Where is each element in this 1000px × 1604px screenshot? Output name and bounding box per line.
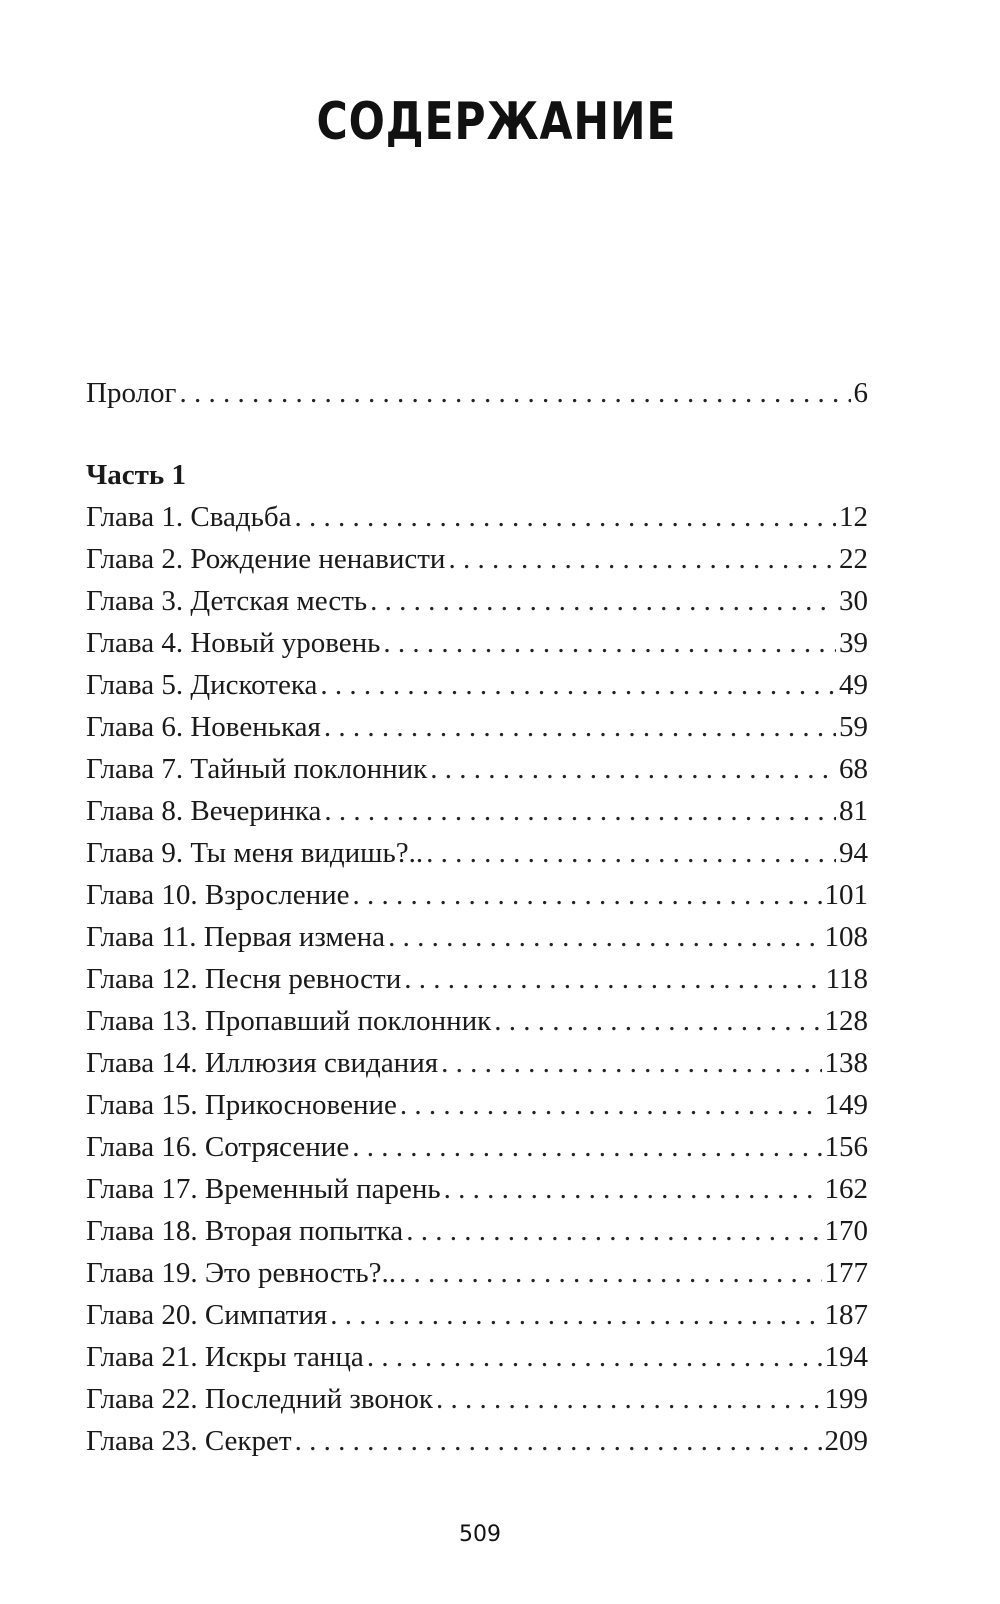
toc-entry-page: 39: [839, 627, 868, 659]
toc-entry-chapter: [86, 1084, 868, 1126]
page-title: СОДЕРЖАНИЕ: [316, 92, 677, 152]
toc-entry-chapter: [86, 874, 868, 916]
toc-entry-chapter: [86, 496, 868, 538]
toc-entry-page: 6: [853, 377, 868, 409]
toc-entry-page: 101: [824, 879, 868, 911]
toc-entry-label: Глава 20. Симпатия: [86, 1299, 328, 1331]
toc-entry-page: 177: [824, 1257, 868, 1289]
toc-entry-chapter: [86, 580, 868, 622]
toc-entry-label: Глава 5. Дискотека: [86, 669, 318, 701]
toc-entry-page: 49: [839, 669, 868, 701]
dot-leader: [367, 1336, 822, 1378]
table-of-contents: [86, 372, 868, 1462]
dot-leader: [295, 496, 837, 538]
toc-entry-label: Глава 16. Сотрясение: [86, 1131, 350, 1163]
toc-entry-chapter: [86, 1378, 868, 1420]
toc-entry-chapter: [86, 1420, 868, 1462]
toc-entry-label: Глава 21. Искры танца: [86, 1341, 364, 1373]
dot-leader: [444, 1168, 822, 1210]
toc-entry-label: Глава 11. Первая измена: [86, 921, 386, 953]
toc-entry-chapter: [86, 1042, 868, 1084]
toc-entry-chapter: [86, 958, 868, 1000]
dot-leader: [353, 874, 822, 916]
part-heading: Часть 1: [86, 459, 186, 491]
toc-entry-label: Глава 22. Последний звонок: [86, 1383, 433, 1415]
dot-leader: [436, 1378, 822, 1420]
toc-entry-page: 59: [839, 711, 868, 743]
toc-entry-chapter: [86, 1336, 868, 1378]
toc-entry-label: Глава 6. Новенькая: [86, 711, 321, 743]
dot-leader: [448, 538, 836, 580]
dot-leader: [179, 372, 850, 414]
toc-entry-chapter: [86, 832, 868, 874]
toc-entry-chapter: [86, 1168, 868, 1210]
toc-entry-page: 22: [839, 543, 868, 575]
dot-leader: [324, 706, 836, 748]
toc-entry-label: Глава 18. Вторая попытка: [86, 1215, 404, 1247]
toc-entry-label: Глава 19. Это ревность?..: [86, 1257, 396, 1289]
toc-entry-label: Глава 4. Новый уровень: [86, 627, 381, 659]
toc-entry-chapter: [86, 1000, 868, 1042]
toc-entry-page: 138: [824, 1047, 868, 1079]
toc-entry-page: 199: [824, 1383, 868, 1415]
toc-entry-page: 94: [839, 837, 868, 869]
toc-entry-chapter: [86, 790, 868, 832]
dot-leader: [370, 580, 836, 622]
toc-entry-page: 162: [824, 1173, 868, 1205]
toc-entry-label: Глава 3. Детская месть: [86, 585, 368, 617]
toc-entry-page: 12: [839, 501, 868, 533]
dot-leader: [430, 748, 836, 790]
dot-leader: [320, 664, 836, 706]
toc-entry-page: 118: [825, 963, 868, 995]
dot-leader: [388, 916, 821, 958]
dot-leader: [426, 832, 836, 874]
toc-entry-label: Глава 2. Рождение ненависти: [86, 543, 446, 575]
toc-entry-page: 128: [824, 1005, 868, 1037]
dot-leader: [441, 1042, 821, 1084]
dot-leader: [400, 1084, 822, 1126]
toc-entry-page: 68: [839, 753, 868, 785]
toc-entry-page: 187: [824, 1299, 868, 1331]
toc-entry-label: Глава 14. Иллюзия свидания: [86, 1047, 439, 1079]
dot-leader: [399, 1252, 822, 1294]
toc-entry-label: Глава 10. Взросление: [86, 879, 350, 911]
toc-entry-page: 149: [824, 1089, 868, 1121]
toc-entry-page: 156: [824, 1131, 868, 1163]
toc-entry-chapter: [86, 538, 868, 580]
toc-entry-chapter: [86, 706, 868, 748]
dot-leader: [494, 1000, 821, 1042]
dot-leader: [406, 1210, 821, 1252]
toc-entry-label: Глава 13. Пропавший поклонник: [86, 1005, 492, 1037]
toc-entry-chapter: [86, 1126, 868, 1168]
dot-leader: [404, 958, 822, 1000]
toc-entry-prolog: [86, 372, 868, 414]
toc-entry-chapter: [86, 916, 868, 958]
toc-entry-label: Глава 15. Прикосновение: [86, 1089, 397, 1121]
toc-entry-chapter: [86, 622, 868, 664]
page-number: 509: [459, 1522, 501, 1547]
dot-leader: [383, 622, 836, 664]
toc-entry-chapter: [86, 1210, 868, 1252]
toc-entry-chapter: [86, 1252, 868, 1294]
toc-entry-label: Глава 17. Временный парень: [86, 1173, 441, 1205]
toc-entry-chapter: [86, 748, 868, 790]
toc-entry-page: 81: [839, 795, 868, 827]
toc-entry-label: Глава 1. Свадьба: [86, 501, 292, 533]
toc-entry-page: 209: [824, 1425, 868, 1457]
toc-entry-label: Глава 8. Вечеринка: [86, 795, 322, 827]
toc-entry-chapter: [86, 664, 868, 706]
dot-leader: [324, 790, 836, 832]
toc-entry-label: Глава 9. Ты меня видишь?..: [86, 837, 424, 869]
toc-entry-page: 170: [824, 1215, 868, 1247]
chapter-list: [86, 496, 868, 1462]
toc-entry-page: 30: [839, 585, 868, 617]
toc-entry-page: 108: [824, 921, 868, 953]
dot-leader: [330, 1294, 821, 1336]
toc-entry-label: Глава 23. Секрет: [86, 1425, 292, 1457]
toc-entry-page: 194: [824, 1341, 868, 1373]
toc-entry-chapter: [86, 1294, 868, 1336]
toc-entry-label: Глава 12. Песня ревности: [86, 963, 402, 995]
toc-entry-label: Глава 7. Тайный поклонник: [86, 753, 428, 785]
toc-entry-label: Пролог: [86, 377, 177, 409]
dot-leader: [295, 1420, 822, 1462]
dot-leader: [352, 1126, 821, 1168]
